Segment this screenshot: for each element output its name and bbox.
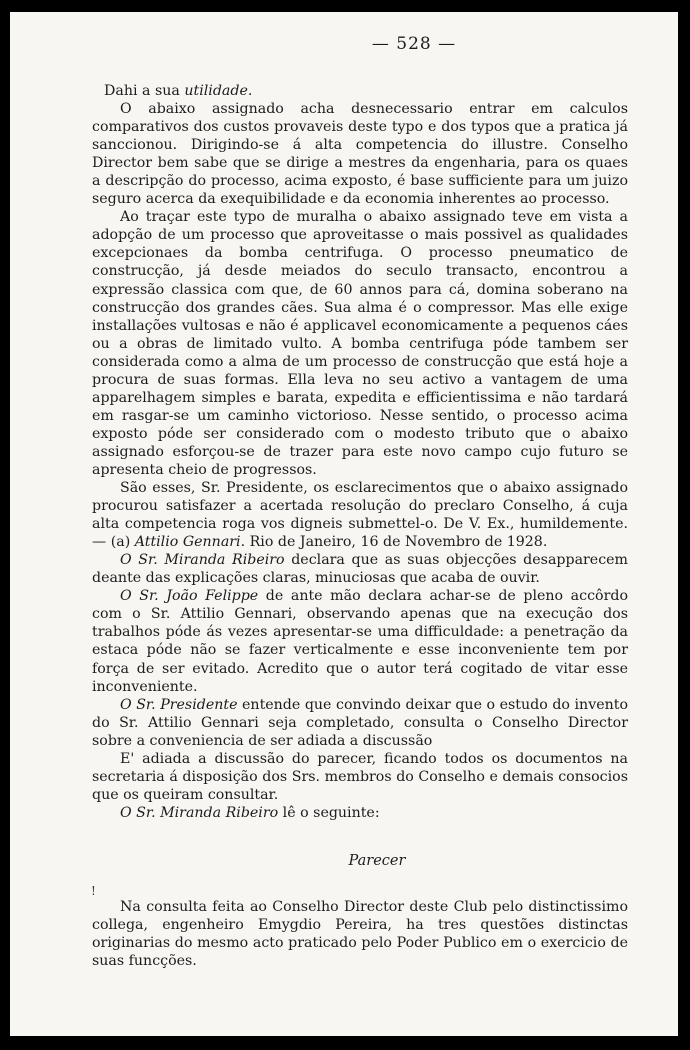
- paragraph-10: Na consulta feita ao Conselho Director deste Club pelo distinctissimo collega, engenheiro Emygdio Pereira, ha tres questões distinctas originarias do mesmo acto praticado pelo Poder Publico em o exercicio de suas funcções.: [92, 898, 628, 970]
- paragraph-6: O Sr. João Felippe de ante mão declara achar-se de pleno accôrdo com o Sr. Attilio Gennari, observando apenas que na execução dos trabalhos póde ás vezes apresentar-se uma difficuldade: a penetração da estaca póde não se fazer verticalmente e esse inconveniente tem por força de ser evitado. Acredito que o autor terá cogitado de vitar esse inconveniente.: [92, 588, 628, 695]
- document-page: [10, 12, 678, 1036]
- paragraph-2: O abaixo assignado acha desnecessario entrar em calculos comparativos dos custos provaveis deste typo e dos typos que a pratica já sanccionou. Dirigindo-se á alta competencia do illustre. Conselho Director bem sabe que se dirige a mestres da engenharia, para os quaes a descripção do processo, acima exposto, é base sufficiente para um juizo seguro acerca da exequibilidade e da economia inherentes ao processo.: [92, 101, 628, 208]
- page-number: — 528 —: [371, 34, 457, 54]
- paragraph-7: O Sr. Presidente entende que convindo deixar que o estudo do invento do Sr. Attilio Gennari seja completado, consulta o Conselho Director sobre a conveniencia de ser adiada a discussão: [92, 696, 628, 749]
- paragraph-5: O Sr. Miranda Ribeiro declara que as suas objecções desapparecem deante das explicações claras, minuciosas que acaba de ouvir.: [92, 552, 628, 587]
- section-title: Parecer: [348, 852, 406, 869]
- paragraph-9: O Sr. Miranda Ribeiro lê o seguinte:: [120, 804, 380, 821]
- paragraph-1: Dahi a sua utilidade.: [104, 83, 253, 99]
- body-text: [92, 82, 628, 970]
- paragraph-4: São esses, Sr. Presidente, os esclarecimentos que o abaixo assignado procurou satisfazer a acertada resolução do preclaro Conselho, á cuja alta competencia roga vos digneis submettel-o. De V. Ex., humildemente. — (a) Attilio Gennari. Rio de Janeiro, 16 de Novembro de 1928.: [92, 480, 628, 551]
- paragraph-3: Ao traçar este typo de muralha o abaixo assignado teve em vista a adopção de um processo que aproveitasse o mais possivel as qualidades excepcionaes da bomba centrifuga. O processo pneumatico de construcção, já desde meiados do seculo transacto, encontrou a expressão classica com que, de 60 annos para cá, domina soberano na construcção dos grandes cães. Sua alma é o compressor. Mas elle exige installações vultosas e não é applicavel economicamente a pequenos cáes ou a obras de limitado vulto. A bomba centrifuga póde tambem ser considerada como a alma de um processo de construcção que está hoje a procura de suas formas. Ella leva no seu activo a vantagem de uma apparelhagem simples e barata, expedita e efficientissima e não tardará em rasgar-se um caminho victorioso. Nesse sentido, o processo acima exposto póde ser considerado com o modesto tributo que o abaixo assignado esforçou-se de trazer para este novo campo cujo futuro se apresenta cheio de progressos.: [92, 209, 628, 478]
- paragraph-8: E' adiada a discussão do parecer, ficando todos os documentos na secretaria á disposição dos Srs. membros do Conselho e demais consocios que os queiram consultar.: [92, 750, 628, 803]
- stray-mark: !: [91, 884, 96, 898]
